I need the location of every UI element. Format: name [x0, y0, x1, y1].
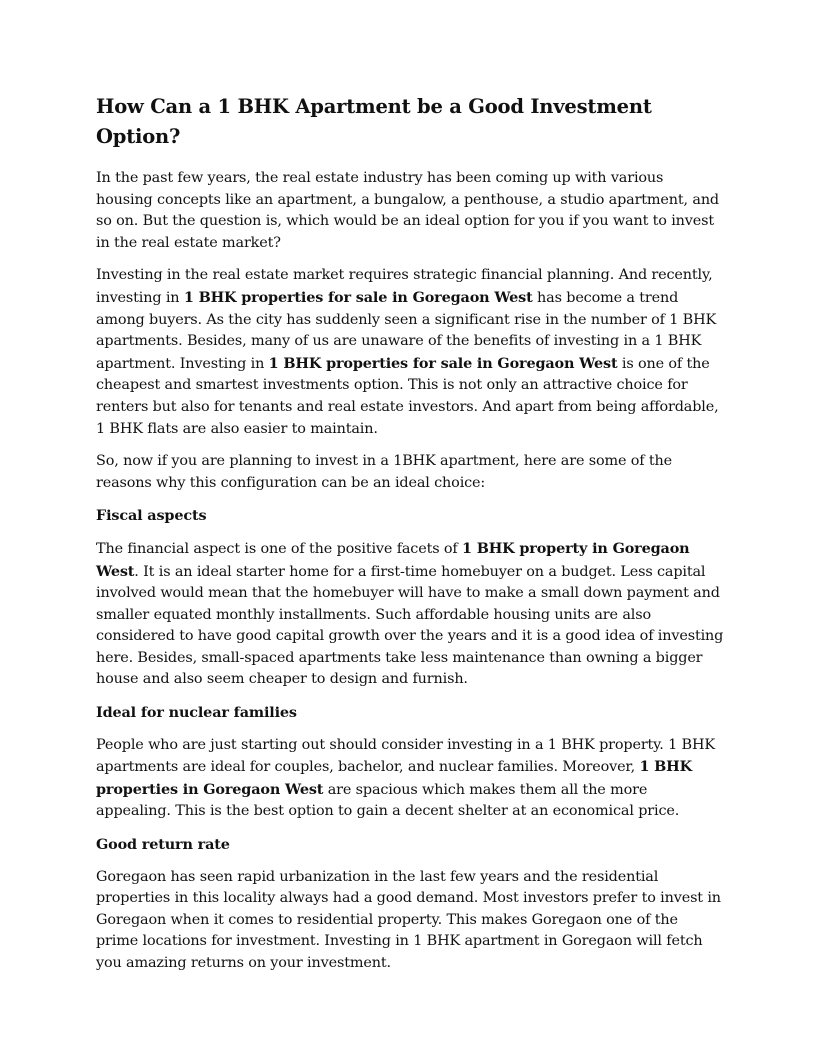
nuclear-paragraph	[96, 735, 724, 823]
reasons-intro-paragraph: So, now if you are planning to invest in a 1BHK apartment, here are some of the reasons why this configuration can be an ideal choice:	[96, 453, 673, 491]
section-heading-nuclear: Ideal for nuclear families	[96, 704, 297, 722]
text-run: are spacious which makes them all the more appealing. This is the best option to gain a decent shelter at an economical price.	[96, 781, 680, 820]
text-run: . It is an ideal starter home for a first-time homebuyer on a budget. Less capital involved would mean that the homebuyer will have to make a small down payment and smaller equated monthly installments. Such affordable housing units are also considered to have good capital growth over the years and it is a good idea of investing here. Besides, small-spaced apartments take less maintenance than owning a bigger house and also seem cheaper to design and furnish.	[96, 563, 724, 688]
bold-keyword: 1 BHK properties for sale in Goregaon West	[183, 288, 533, 306]
return-paragraph: Goregaon has seen rapid urbanization in the last few years and the residential properties in this locality always had a good demand. Most investors prefer to invest in Goregaon when it comes to residential property. This makes Goregaon one of the prime locations for investment. Investing in 1 BHK apartment in Goregaon will fetch you amazing returns on your investment.	[96, 868, 721, 971]
investing-paragraph	[96, 265, 724, 440]
text-run: has become a trend among buyers. As the city has suddenly seen a significant rise in the number of 1 BHK apartments. Besides, many of us are unaware of the benefits of investing in a 1 BHK apartment. Investing in	[96, 289, 717, 372]
text-run: is one of the cheapest and smartest investments option. This is not only an attractive choice for renters but also for tenants and real estate investors. And apart from being affordable, 1 BHK flats are also easier to maintain.	[96, 355, 719, 437]
text-run: The financial aspect is one of the positive facets of	[96, 540, 462, 557]
fiscal-paragraph	[96, 538, 724, 691]
page-title: How Can a 1 BHK Apartment be a Good Investment Option?	[96, 95, 652, 148]
text-run: People who are just starting out should consider investing in a 1 BHK property. 1 BHK apartments are ideal for couples, bachelor, and nuclear families. Moreover,	[96, 736, 715, 776]
section-heading-fiscal: Fiscal aspects	[96, 507, 207, 525]
section-heading-return: Good return rate	[96, 836, 230, 854]
bold-keyword: 1 BHK properties in Goregaon West	[96, 758, 692, 798]
document-page	[96, 92, 724, 986]
bold-keyword: 1 BHK properties for sale in Goregaon West	[268, 354, 618, 372]
text-run: Investing in the real estate market requires strategic financial planning. And recently, investing in	[96, 267, 713, 306]
intro-paragraph: In the past few years, the real estate industry has been coming up with various housing concepts like an apartment, a bungalow, a penthouse, a studio apartment, and so on. But the question is, which would be an ideal option for you if you want to invest in the real estate market?	[96, 170, 719, 251]
bold-keyword: 1 BHK property in Goregaon West	[96, 539, 690, 580]
